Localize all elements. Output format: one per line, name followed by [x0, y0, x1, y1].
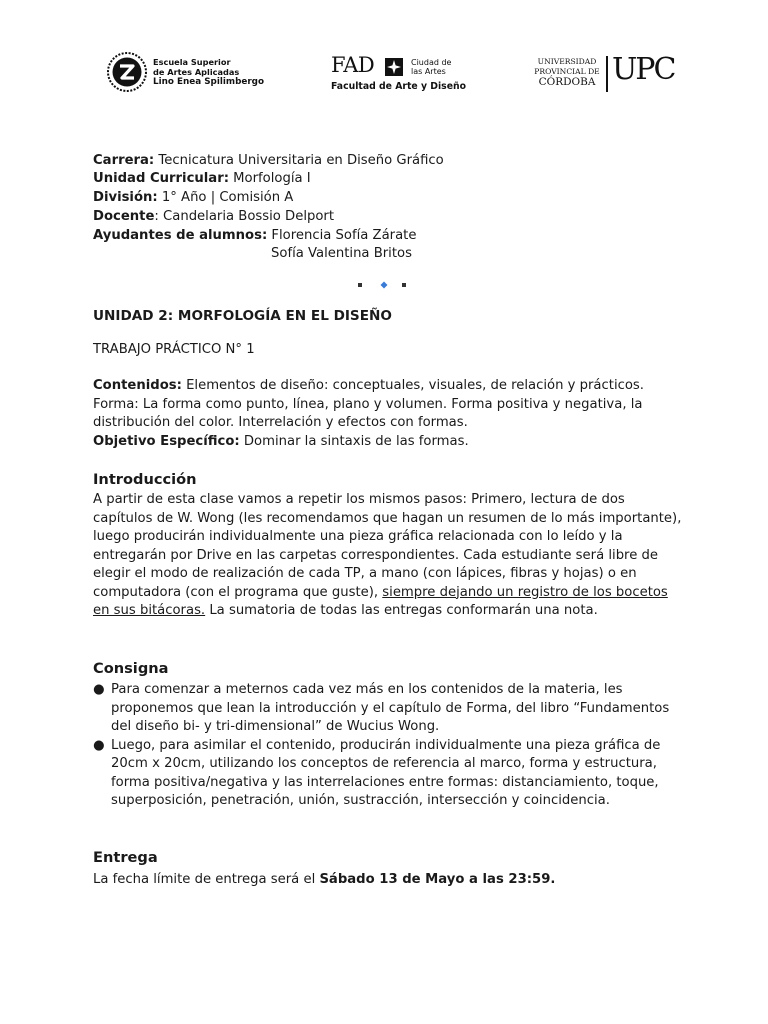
unit-title: UNIDAD 2: MORFOLOGÍA EN EL DISEÑO [93, 308, 392, 324]
fad-logo [331, 53, 471, 96]
unidad-value: Morfología I [228, 171, 311, 186]
consigna-item-2-text: Luego, para asimilar el contenido, producirán individualmente una pieza gráfica de 20cm x 20cm, utilizando los conceptos de referencia al marco, forma y estructura, forma positiva/negativa y las interrelaciones entre formas: distanciamiento, toque, superposición, penetración, unión, sustracción, intersección y coincidencia. [111, 737, 661, 808]
bullet-icon: ● [93, 682, 105, 697]
unidad-label: Unidad Curricular: [93, 171, 229, 186]
entrega-date: Sábado 13 de Mayo a las 23:59. [319, 872, 556, 887]
contenidos-paragraph [93, 377, 685, 451]
objetivo-text: Dominar la sintaxis de las formas. [239, 433, 469, 449]
docente-value: : Candelaria Bossio Delport [154, 209, 335, 224]
consigna-item-1-text: Para comenzar a meternos cada vez más en los contenidos de la materia, les proponemos que lean la introducción y el capítulo de Forma, del libro “Fundamentos del diseño bi- y tri-dimensional” de Wucius Wong. [111, 682, 670, 734]
ayudantes-line [93, 226, 416, 245]
division-label: División: [93, 190, 158, 205]
upc-logo-text [532, 57, 602, 87]
contenidos-text: Elementos de diseño: conceptuales, visuales, de relación y prácticos. Forma: La forma como punto, línea, plano y volumen. Forma positiva y negativa, la distribución del color. Interrelación y efectos con formas. [93, 378, 644, 430]
upc-logo-line-1: UNIVERSIDAD [537, 57, 597, 66]
division-line [93, 188, 293, 207]
objetivo-label: Objetivo Específico: [93, 433, 240, 449]
fad-star-icon [385, 58, 403, 76]
esa-logo-text [153, 57, 264, 87]
carrera-value: Tecnicatura Universitaria en Diseño Gráfico [154, 153, 444, 168]
separator-square-right [402, 283, 406, 287]
separator-diamond-center [381, 282, 388, 289]
upc-logo-line-3: CÓRDOBA [538, 76, 596, 88]
esa-logo-line-1: Escuela Superior [153, 57, 231, 67]
upc-divider [606, 56, 608, 92]
docente-line [93, 207, 334, 226]
separator-square-left [358, 283, 362, 287]
carrera-line [93, 151, 444, 170]
introduccion-text: A partir de esta clase vamos a repetir los mismos pasos: Primero, lectura de dos capítulos de W. Wong (les recomendamos que hagan un resumen de lo más importante), luego producirán individualmente una pieza gráfica relacionada con lo leído y la entregarán por Drive en las carpetas correspondientes. Cada estudiante será libre de elegir el modo de realización de cada TP, a mano (con lápices, fibras y hojas) o en computadora (con el programa que guste), [93, 492, 682, 600]
entrega-heading: Entrega [93, 849, 158, 866]
tp-title: TRABAJO PRÁCTICO N° 1 [93, 342, 255, 357]
bullet-icon: ● [93, 737, 105, 753]
upc-acronym: UPC [612, 52, 675, 87]
consigna-heading: Consigna [93, 660, 169, 677]
introduccion-underlined-text: siempre dejando un registro de los bocetos en sus bitácoras. [93, 584, 668, 618]
esa-logo-line-3: Lino Enea Spilimbergo [153, 77, 265, 87]
entrega-text: La fecha límite de entrega será el [93, 872, 320, 887]
fad-ciudad-line-1: Ciudad de [411, 58, 452, 67]
carrera-label: Carrera: [93, 153, 155, 168]
upc-logo [532, 52, 675, 96]
consigna-list [93, 681, 688, 811]
docente-label: Docente [93, 209, 155, 224]
esa-logo-line-2: de Artes Aplicadas [153, 67, 240, 77]
fad-subtitle: Facultad de Arte y Diseño [331, 81, 467, 92]
section-separator [356, 280, 412, 290]
ayudante-2: Sofía Valentina Britos [271, 246, 412, 261]
fad-ciudad-line-2: las Artes [411, 67, 446, 76]
contenidos-label: Contenidos: [93, 378, 182, 393]
list-item [93, 681, 688, 737]
ayudantes-label: Ayudantes de alumnos: [93, 228, 268, 243]
fad-acronym: FAD [331, 53, 375, 77]
introduccion-heading: Introducción [93, 471, 197, 488]
esa-logo [107, 52, 267, 96]
fad-ciudad-text [411, 58, 451, 76]
list-item [93, 737, 688, 811]
ayudante-1: Florencia Sofía Zárate [267, 228, 417, 243]
upc-logo-line-2: PROVINCIAL DE [534, 67, 600, 76]
esa-emblem-icon [107, 52, 147, 92]
unidad-line [93, 169, 311, 188]
entrega-line [93, 870, 555, 889]
introduccion-paragraph [93, 491, 685, 621]
division-value: 1° Año | Comisión A [157, 190, 294, 205]
introduccion-text-end: La sumatoria de todas las entregas conformarán una nota. [205, 603, 598, 618]
